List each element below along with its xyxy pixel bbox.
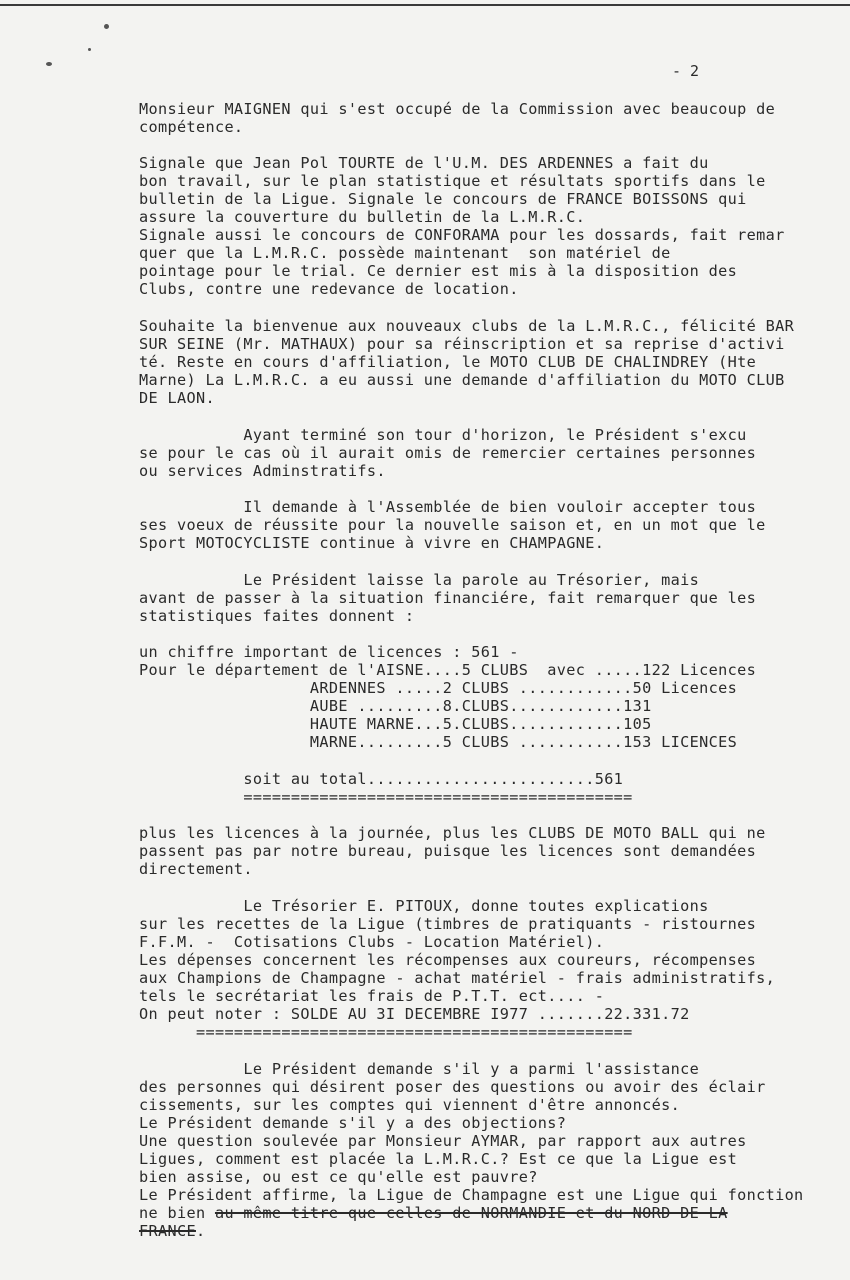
scan-edge-line [0, 4, 850, 6]
text-line: passent pas par notre bureau, puisque les licences sont demandées [139, 842, 757, 860]
licences-total: soit au total........................561 [139, 770, 624, 788]
text-line: Monsieur MAIGNEN qui s'est occupé de la Commission avec beaucoup de [139, 100, 776, 118]
text-line: ou services Adminstratifs. [139, 462, 386, 480]
licences-total-rule: ========================================= [139, 788, 633, 806]
text-line: aux Champions de Champagne - achat matériel - frais administratifs, [139, 969, 776, 987]
text-line: SUR SEINE (Mr. MATHAUX) pour sa réinscription et sa reprise d'activi [139, 335, 785, 353]
text-line: directement. [139, 860, 253, 878]
struck-text: FRANCE [139, 1222, 196, 1240]
text-line: des personnes qui désirent poser des questions ou avoir des éclair [139, 1078, 766, 1096]
text-line: Le Président demande s'il y a parmi l'assistance [139, 1060, 700, 1078]
text-line: Le Président laisse la parole au Trésorier, mais [139, 571, 700, 589]
licences-row: HAUTE MARNE...5.CLUBS............105 [139, 715, 652, 733]
text-line: DE LAON. [139, 389, 215, 407]
licences-row: Pour le département de l'AISNE....5 CLUBS avec .....122 Licences [139, 661, 757, 679]
text-line: F.F.M. - Cotisations Clubs - Location Matériel). [139, 933, 605, 951]
text-line: compétence. [139, 118, 244, 136]
text-line: pointage pour le trial. Ce dernier est mis à la disposition des [139, 262, 738, 280]
licences-row: ARDENNES .....2 CLUBS ............50 Licences [139, 679, 738, 697]
struck-line-end [139, 1222, 205, 1240]
ink-speck [46, 62, 52, 66]
solde-rule: ============================================== [139, 1023, 633, 1041]
text-line: bulletin de la Ligue. Signale le concours de FRANCE BOISSONS qui [139, 190, 747, 208]
page-number: - 2 [672, 62, 700, 80]
text-line: Souhaite la bienvenue aux nouveaux clubs de la L.M.R.C., félicité BAR [139, 317, 795, 335]
text-line: Signale aussi le concours de CONFORAMA pour les dossards, fait remar [139, 226, 785, 244]
text-line: bien assise, ou est ce qu'elle est pauvre? [139, 1168, 538, 1186]
text-line: assure la couverture du bulletin de la L.M.R.C. [139, 208, 586, 226]
licences-row: AUBE .........8.CLUBS............131 [139, 697, 652, 715]
text-line: plus les licences à la journée, plus les CLUBS DE MOTO BALL qui ne [139, 824, 766, 842]
solde-line: On peut noter : SOLDE AU 3I DECEMBRE I977 .......22.331.72 [139, 1005, 690, 1023]
text-line: ses voeux de réussite pour la nouvelle saison et, en un mot que le [139, 516, 766, 534]
text-line: Ligues, comment est placée la L.M.R.C.? Est ce que la Ligue est [139, 1150, 738, 1168]
struck-line-tail: . [195, 1222, 206, 1240]
text-line: té. Reste en cours d'affiliation, le MOTO CLUB DE CHALINDREY (Hte [139, 353, 757, 371]
text-line: Clubs, contre une redevance de location. [139, 280, 519, 298]
text-line: Il demande à l'Assemblée de bien vouloir accepter tous [139, 498, 757, 516]
text-line: tels le secrétariat les frais de P.T.T. ect.... - [139, 987, 605, 1005]
text-line: Le Président affirme, la Ligue de Champagne est une Ligue qui fonction [139, 1186, 804, 1204]
text-line: quer que la L.M.R.C. possède maintenant son matériel de [139, 244, 671, 262]
text-line: Le Trésorier E. PITOUX, donne toutes explications [139, 897, 709, 915]
text-line: Ayant terminé son tour d'horizon, le Président s'excu [139, 426, 747, 444]
text-line: bon travail, sur le plan statistique et résultats sportifs dans le [139, 172, 766, 190]
licences-intro: un chiffre important de licences : 561 - [139, 643, 519, 661]
text-line: avant de passer à la situation financiére, fait remarquer que les [139, 589, 757, 607]
licences-row: MARNE.........5 CLUBS ...........153 LICENCES [139, 733, 738, 751]
text-line: Sport MOTOCYCLISTE continue à vivre en CHAMPAGNE. [139, 534, 605, 552]
text-line: Le Président demande s'il y a des objections? [139, 1114, 567, 1132]
text-line: Une question soulevée par Monsieur AYMAR, par rapport aux autres [139, 1132, 747, 1150]
text-line: sur les recettes de la Ligue (timbres de pratiquants - ristournes [139, 915, 757, 933]
text-line: Signale que Jean Pol TOURTE de l'U.M. DES ARDENNES a fait du [139, 154, 709, 172]
ink-speck [104, 24, 109, 29]
text-line: statistiques faites donnent : [139, 607, 415, 625]
struck-text: au même titre que celles de NORMANDIE et du NORD DE LA [214, 1204, 728, 1222]
struck-line [139, 1204, 728, 1222]
text-line: cissements, sur les comptes qui viennent d'être annoncés. [139, 1096, 681, 1114]
text-line: Marne) La L.M.R.C. a eu aussi une demande d'affiliation du MOTO CLUB [139, 371, 785, 389]
ink-speck [88, 48, 91, 51]
text-line: se pour le cas où il aurait omis de remercier certaines personnes [139, 444, 757, 462]
text-line: Les dépenses concernent les récompenses aux coureurs, récompenses [139, 951, 757, 969]
struck-line-lead: ne bien [139, 1204, 215, 1222]
